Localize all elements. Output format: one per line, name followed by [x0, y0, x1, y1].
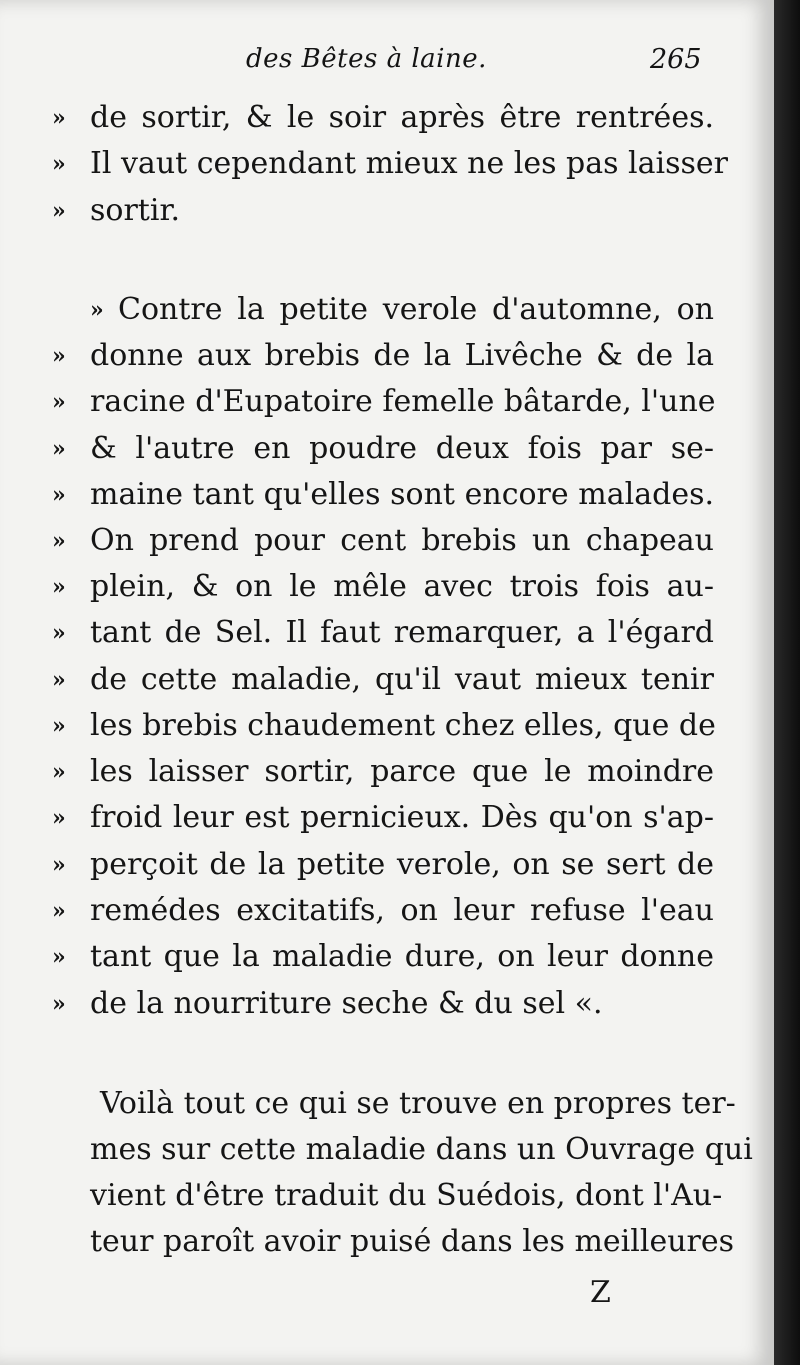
quote-mark: »: [52, 898, 66, 924]
quote-mark: »: [52, 198, 66, 224]
text-line: [0, 752, 774, 792]
text-line: [0, 660, 774, 700]
signature-mark: Z: [590, 1275, 611, 1310]
line-text: Contre la petite verole d'automne, on: [118, 292, 714, 327]
text-line: [0, 984, 774, 1024]
quote-mark: »: [90, 297, 104, 323]
line-text: Il vaut cependant mieux ne les pas laisser: [90, 146, 729, 181]
text-line: [0, 891, 774, 931]
quote-mark: »: [52, 528, 66, 554]
line-text: Voilà tout ce qui se trouve en propres ter-: [100, 1086, 736, 1121]
text-line: [0, 1176, 774, 1216]
running-title: des Bêtes à laine.: [246, 44, 487, 74]
quote-mark: »: [52, 482, 66, 508]
line-text: sortir.: [90, 193, 181, 228]
text-line: [0, 706, 774, 746]
text-line: [0, 521, 774, 561]
text-line: [0, 1084, 774, 1124]
line-text: de cette maladie, qu'il vaut mieux tenir: [90, 662, 714, 697]
text-line: [0, 613, 774, 653]
line-text: mes sur cette maladie dans un Ouvrage qui: [90, 1132, 753, 1167]
line-text: & l'autre en poudre deux fois par se-: [90, 431, 714, 466]
text-line: [0, 144, 774, 184]
text-line: [0, 475, 774, 515]
line-text: vient d'être traduit du Suédois, dont l'Au-: [90, 1178, 723, 1213]
line-text: de la nourriture seche & du sel «.: [90, 986, 603, 1021]
line-text: de sortir, & le soir après être rentrées.: [90, 100, 714, 135]
text-line: [0, 382, 774, 422]
text-line: [0, 98, 774, 138]
text-line: [0, 1222, 774, 1262]
text-line: [0, 567, 774, 607]
text-line: [0, 845, 774, 885]
line-text: plein, & on le mêle avec trois fois au-: [90, 569, 714, 604]
quote-mark: »: [52, 852, 66, 878]
text-line: [0, 191, 774, 231]
text-line: [0, 290, 774, 330]
text-line: [0, 937, 774, 977]
line-text: remédes excitatifs, on leur refuse l'eau: [90, 893, 714, 928]
quote-mark: »: [52, 105, 66, 131]
line-text: maine tant qu'elles sont encore malades.: [90, 477, 714, 512]
line-text: donne aux brebis de la Livêche & de la: [90, 338, 714, 373]
line-text: teur paroît avoir puisé dans les meilleures: [90, 1224, 735, 1259]
quote-mark: »: [52, 151, 66, 177]
quote-mark: »: [52, 759, 66, 785]
text-line: [0, 429, 774, 469]
quote-mark: »: [52, 805, 66, 831]
text-line: [0, 1130, 774, 1170]
line-text: perçoit de la petite verole, on se sert de: [90, 847, 714, 882]
quote-mark: »: [52, 713, 66, 739]
book-edge: [774, 0, 800, 1365]
page-header: [0, 44, 774, 84]
text-line: [0, 798, 774, 838]
line-text: froid leur est pernicieux. Dès qu'on s'ap-: [90, 800, 714, 835]
quote-mark: »: [52, 436, 66, 462]
quote-mark: »: [52, 944, 66, 970]
quote-mark: »: [52, 991, 66, 1017]
quote-mark: »: [52, 389, 66, 415]
page-number: 265: [650, 44, 702, 75]
line-text: les laisser sortir, parce que le moindre: [90, 754, 714, 789]
line-text: tant de Sel. Il faut remarquer, a l'égard: [90, 615, 714, 650]
quote-mark: »: [52, 667, 66, 693]
line-text: les brebis chaudement chez elles, que de: [90, 708, 716, 743]
line-text: racine d'Eupatoire femelle bâtarde, l'une: [90, 384, 716, 419]
line-text: tant que la maladie dure, on leur donne: [90, 939, 714, 974]
quote-mark: »: [52, 574, 66, 600]
text-line: [0, 336, 774, 376]
line-text: On prend pour cent brebis un chapeau: [90, 523, 714, 558]
quote-mark: »: [52, 343, 66, 369]
quote-mark: »: [52, 620, 66, 646]
